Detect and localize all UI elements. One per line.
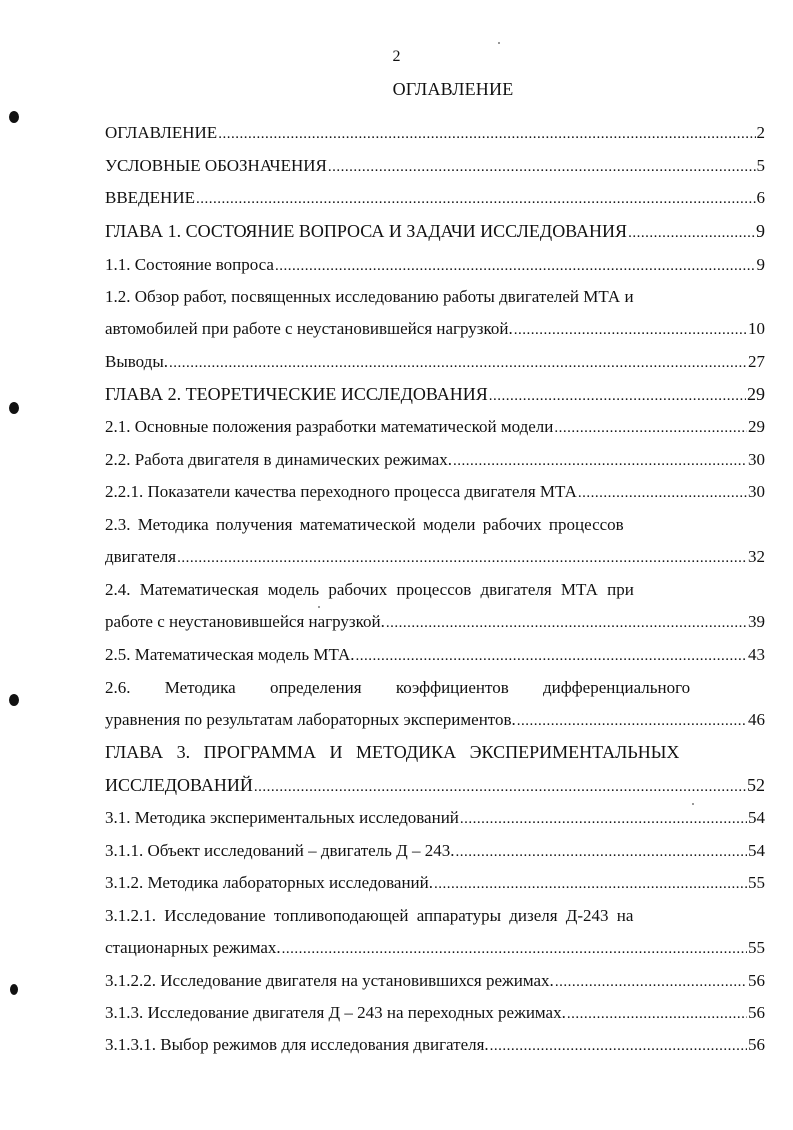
toc-entry[interactable]: 3.1.1. Объект исследований – двигатель Д – 243. ..... 54 bbox=[105, 840, 765, 863]
scan-speck bbox=[692, 803, 694, 805]
toc-entry[interactable]: 3.1.2.2. Исследование двигателя на установившихся режимах. ..... 56 bbox=[105, 970, 765, 993]
binder-hole-mark bbox=[9, 111, 19, 123]
toc-entry[interactable]: ВВЕДЕНИЕ ..... 6 bbox=[105, 187, 765, 210]
scan-speck bbox=[498, 42, 500, 44]
toc-entry-first-line: 2.6. Методика определения коэффициентов дифференциального bbox=[105, 678, 691, 697]
toc-entry[interactable]: работе с неустановившейся нагрузкой. ..... 39 bbox=[105, 611, 765, 634]
toc-entry[interactable]: 3.1.2. Методика лабораторных исследований. ..... 55 bbox=[105, 872, 765, 895]
toc-entry[interactable]: автомобилей при работе с неустановившейся нагрузкой. ..... 10 bbox=[105, 318, 765, 341]
binder-hole-mark bbox=[9, 402, 19, 414]
toc-entry-first-line: 3.1.2.1. Исследование топливоподающей аппаратуры дизеля Д-243 на bbox=[105, 906, 634, 925]
toc-entry[interactable]: ОГЛАВЛЕНИЕ ..... 2 bbox=[105, 122, 765, 145]
toc-entry[interactable]: 3.1.3. Исследование двигателя Д – 243 на переходных режимах. ..... 56 bbox=[105, 1002, 765, 1025]
scan-speck bbox=[318, 606, 320, 608]
toc-entry[interactable]: 3.1.3.1. Выбор режимов для исследования двигателя. ..... 56 bbox=[105, 1034, 765, 1057]
binder-hole-mark bbox=[9, 694, 19, 706]
toc-chapter-entry[interactable]: ГЛАВА 1. СОСТОЯНИЕ ВОПРОСА И ЗАДАЧИ ИССЛЕДОВАНИЯ ..... 9 bbox=[105, 220, 765, 244]
toc-entry[interactable]: 2.2. Работа двигателя в динамических режимах. ..... 30 bbox=[105, 449, 765, 472]
toc-entry[interactable]: УСЛОВНЫЕ ОБОЗНАЧЕНИЯ ..... 5 bbox=[105, 155, 765, 178]
toc-chapter-first-line: ГЛАВА 3. ПРОГРАММА И МЕТОДИКА ЭКСПЕРИМЕНТАЛЬНЫХ bbox=[105, 742, 680, 762]
toc-entry-first-line: 2.3. Методика получения математической модели рабочих процессов bbox=[105, 515, 624, 534]
toc-entry[interactable]: 2.2.1. Показатели качества переходного процесса двигателя МТА ..... 30 bbox=[105, 481, 765, 504]
toc-title: ОГЛАВЛЕНИЕ bbox=[392, 79, 514, 99]
binder-hole-mark bbox=[10, 984, 18, 995]
toc-chapter-entry[interactable]: ГЛАВА 2. ТЕОРЕТИЧЕСКИЕ ИССЛЕДОВАНИЯ ..... 29 bbox=[105, 383, 765, 407]
toc-entry[interactable]: двигателя ..... 32 bbox=[105, 546, 765, 569]
toc-entry[interactable]: 2.1. Основные положения разработки математической модели ..... 29 bbox=[105, 416, 765, 439]
toc-entry[interactable]: 1.1. Состояние вопроса ..... 9 bbox=[105, 254, 765, 277]
page-number: 2 bbox=[392, 48, 401, 65]
toc-chapter-entry[interactable]: ИССЛЕДОВАНИЙ ..... 52 bbox=[105, 774, 765, 798]
toc-entry[interactable]: Выводы. ..... 27 bbox=[105, 351, 765, 374]
toc-entry[interactable]: уравнения по результатам лабораторных экспериментов. ..... 46 bbox=[105, 709, 765, 732]
toc-entry[interactable]: 3.1. Методика экспериментальных исследований ..... 54 bbox=[105, 807, 765, 830]
toc-entry-first-line: 2.4. Математическая модель рабочих процессов двигателя МТА при bbox=[105, 580, 634, 599]
toc-entry-first-line: 1.2. Обзор работ, посвященных исследованию работы двигателей МТА и bbox=[105, 287, 634, 306]
toc-entry[interactable]: стационарных режимах. ..... 55 bbox=[105, 937, 765, 960]
toc-entry[interactable]: 2.5. Математическая модель МТА. ..... 43 bbox=[105, 644, 765, 667]
